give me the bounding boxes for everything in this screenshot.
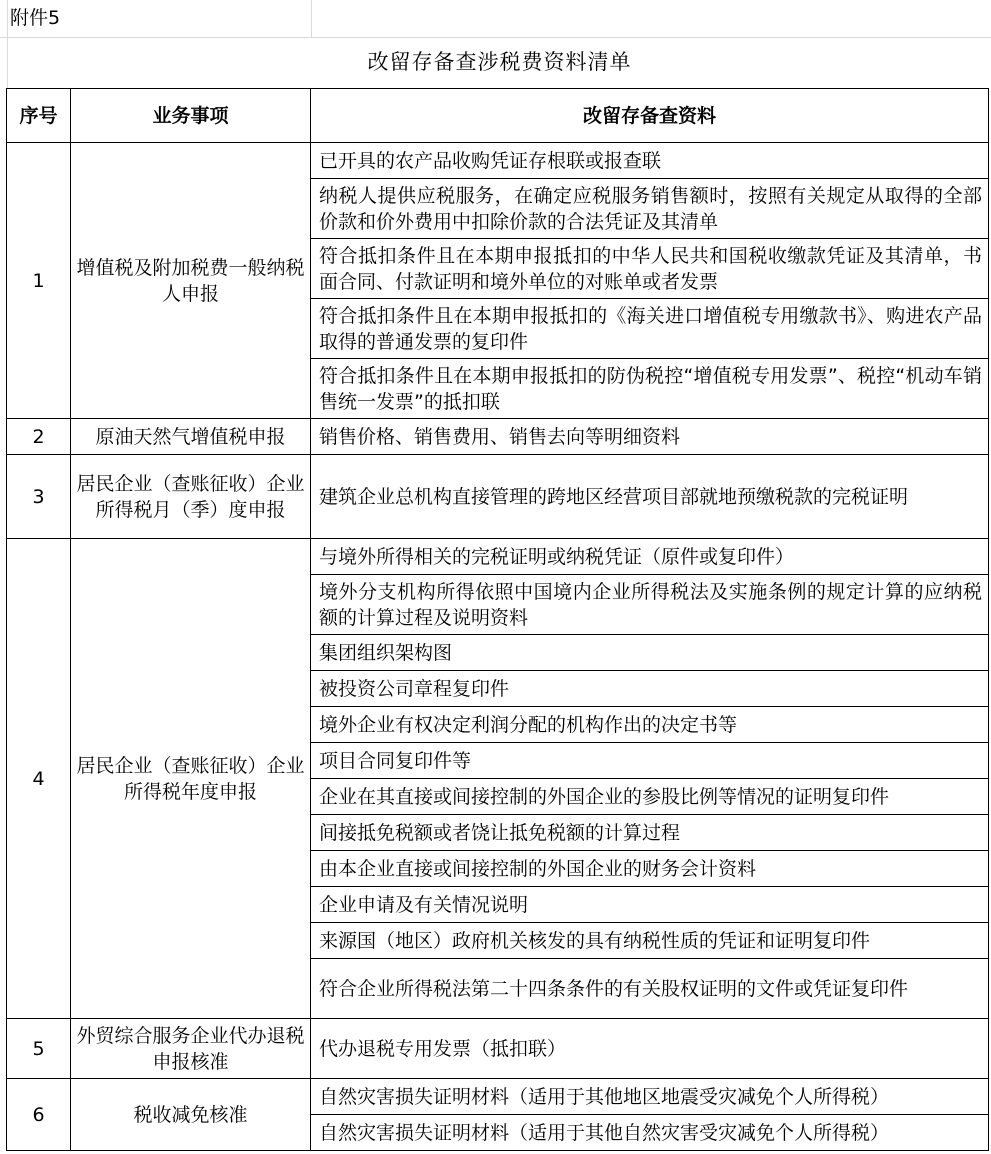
- table-row: [7, 539, 989, 575]
- business-item: 居民企业（查账征收）企业所得税月（季）度申报: [71, 455, 311, 539]
- retained-material: 间接抵免税额或者饶让抵免税额的计算过程: [311, 815, 989, 851]
- business-item: 外贸综合服务企业代办退税申报核准: [71, 1019, 311, 1079]
- retained-material: 与境外所得相关的完税证明或纳税凭证（原件或复印件）: [311, 539, 989, 575]
- retained-material: 来源国（地区）政府机关核发的具有纳税性质的凭证和证明复印件: [311, 923, 989, 959]
- table-header-row: [7, 89, 989, 143]
- row-number: 4: [7, 539, 71, 1019]
- table-row: [7, 419, 989, 455]
- retained-material: 企业在其直接或间接控制的外国企业的参股比例等情况的证明复印件: [311, 779, 989, 815]
- header-no: 序号: [7, 89, 71, 143]
- business-item: 居民企业（查账征收）企业所得税年度申报: [71, 539, 311, 1019]
- table-row: [7, 143, 989, 179]
- retained-material: 由本企业直接或间接控制的外国企业的财务会计资料: [311, 851, 989, 887]
- table-row: [7, 1079, 989, 1115]
- retained-material: 被投资公司章程复印件: [311, 671, 989, 707]
- row-number: 1: [7, 143, 71, 419]
- retained-material: 建筑企业总机构直接管理的跨地区经营项目部就地预缴税款的完税证明: [311, 455, 989, 539]
- row-number: 2: [7, 419, 71, 455]
- table-row: [7, 1019, 989, 1079]
- row-number: 6: [7, 1079, 71, 1151]
- retained-material: 集团组织架构图: [311, 635, 989, 671]
- retained-material: 自然灾害损失证明材料（适用于其他自然灾害受灾减免个人所得税）: [311, 1115, 989, 1151]
- retained-material: 自然灾害损失证明材料（适用于其他地区地震受灾减免个人所得税）: [311, 1079, 989, 1115]
- business-item: 增值税及附加税费一般纳税人申报: [71, 143, 311, 419]
- retained-material: 境外企业有权决定利润分配的机构作出的决定书等: [311, 707, 989, 743]
- attachment-label: 附件5: [10, 7, 61, 29]
- retained-material: 企业申请及有关情况说明: [311, 887, 989, 923]
- retained-material: 符合抵扣条件且在本期申报抵扣的中华人民共和国税收缴款凭证及其清单，书面合同、付款证明和境外单位的对账单或者发票: [311, 239, 989, 299]
- header-materials: 改留存备查资料: [311, 89, 989, 143]
- row-number: 5: [7, 1019, 71, 1079]
- table-row: [7, 455, 989, 539]
- retained-material: 纳税人提供应税服务，在确定应税服务销售额时，按照有关规定从取得的全部价款和价外费用中扣除价款的合法凭证及其清单: [311, 179, 989, 239]
- retained-material: 已开具的农产品收购凭证存根联或报查联: [311, 143, 989, 179]
- business-item: 税收减免核准: [71, 1079, 311, 1151]
- document-title: 改留存备查涉税费资料清单: [367, 50, 632, 74]
- retained-material: 符合抵扣条件且在本期申报抵扣的《海关进口增值税专用缴款书》、购进农产品取得的普通发票的复印件: [311, 299, 989, 359]
- retained-material: 符合企业所得税法第二十四条条件的有关股权证明的文件或凭证复印件: [311, 959, 989, 1019]
- retained-material: 代办退税专用发票（抵扣联）: [311, 1019, 989, 1079]
- row-number: 3: [7, 455, 71, 539]
- table-body: [7, 143, 989, 1151]
- tax-materials-table: [6, 88, 989, 1151]
- business-item: 原油天然气增值税申报: [71, 419, 311, 455]
- retained-material: 境外分支机构所得依照中国境内企业所得税法及实施条例的规定计算的应纳税额的计算过程及说明资料: [311, 575, 989, 635]
- header-item: 业务事项: [71, 89, 311, 143]
- retained-material: 销售价格、销售费用、销售去向等明细资料: [311, 419, 989, 455]
- retained-material: 项目合同复印件等: [311, 743, 989, 779]
- retained-material: 符合抵扣条件且在本期申报抵扣的防伪税控“增值税专用发票”、税控“机动车销售统一发票”的抵扣联: [311, 359, 989, 419]
